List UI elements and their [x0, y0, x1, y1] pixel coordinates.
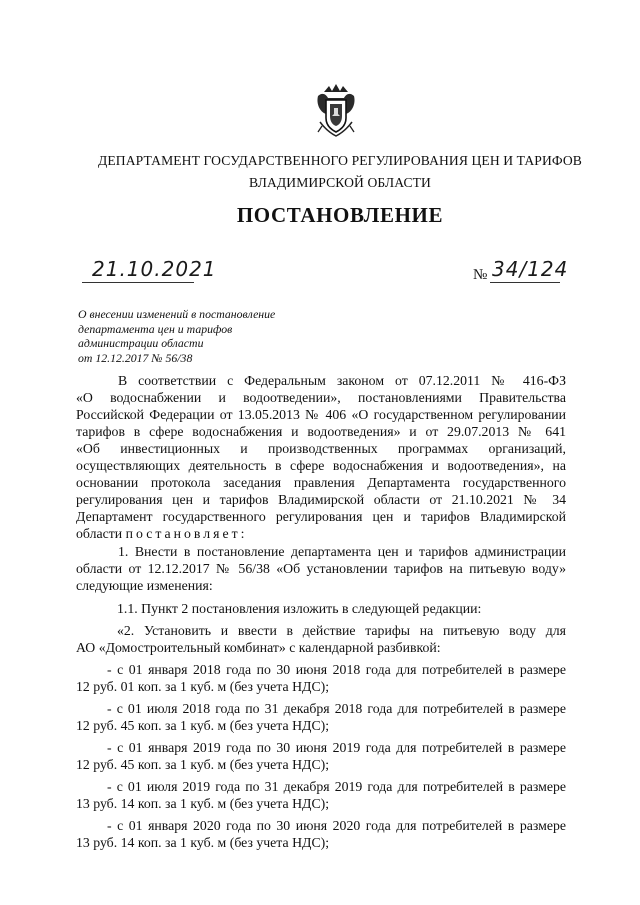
coat-of-arms-icon [312, 82, 360, 138]
tariff-period: - с 01 января 2020 года по 30 июня 2020 года для потребителей в размере [107, 818, 566, 833]
tariff-period-value: 12 руб. 45 коп. за 1 куб. м (без учета НДС); [76, 718, 330, 733]
resolution-keyword: постановляет: [125, 526, 248, 541]
tariff-period: - с 01 июля 2019 года по 31 декабря 2019 года для потребителей в размере [107, 779, 566, 794]
preamble-body: «О водоснабжении и водоотведении», постановлениями Правительства Российской Федерации от 13.05.2013 № 406 «О государственном регулировании тарифов в сфере водоснабжения и водоотведения» и от 29.07.2013 № 641 «Об инвестиционных и производственных программах организаций, осуществляющих деятельность в сфере водоснабжения и водоотведения», на основании протокола заседания правления Департамента государственного регулирования цен и тарифов Владимирской области от 21.10.2021 № 34 Департамент государственного регулирования цен и тарифов Владимирской области постановляет: [76, 390, 566, 541]
department-name-line2: ВЛАДИМИРСКОЙ ОБЛАСТИ [249, 175, 431, 190]
subject-line: О внесении изменений в постановление [78, 307, 276, 321]
document-number: 34/124 [492, 257, 569, 281]
tariff-period: - с 01 января 2019 года по 30 июня 2019 года для потребителей в размере [107, 740, 566, 755]
item-2-body: АО «Домостроительный комбинат» с календарной разбивкой: [76, 640, 441, 655]
number-underline [490, 282, 560, 283]
tariff-period-value: 13 руб. 14 коп. за 1 куб. м (без учета НДС); [76, 835, 330, 850]
item-1-body: области от 12.12.2017 № 56/38 «Об установлении тарифов на питьевую воду» следующие изменения: [76, 561, 566, 593]
number-label: № [473, 267, 488, 283]
tariff-period-value: 12 руб. 45 коп. за 1 куб. м (без учета НДС); [76, 757, 330, 772]
tariff-period-value: 13 руб. 14 коп. за 1 куб. м (без учета НДС); [76, 796, 330, 811]
item-1-1: 1.1. Пункт 2 постановления изложить в следующей редакции: [117, 601, 482, 616]
item-2: «2. Установить и ввести в действие тарифы на питьевую воду для [117, 623, 566, 638]
subject-line: от 12.12.2017 № 56/38 [78, 350, 193, 365]
subject-line: департамента цен и тарифов [78, 321, 233, 336]
item-1: 1. Внести в постановление департамента цен и тарифов администрации [118, 544, 566, 559]
tariff-period: - с 01 января 2018 года по 30 июня 2018 года для потребителей в размере [107, 662, 566, 677]
department-name-line1: ДЕПАРТАМЕНТ ГОСУДАРСТВЕННОГО РЕГУЛИРОВАНИЯ ЦЕН И ТАРИФОВ [98, 153, 582, 168]
subject-line: администрации области [78, 336, 204, 351]
document-title: ПОСТАНОВЛЕНИЕ [236, 203, 444, 227]
tariff-period: - с 01 июля 2018 года по 31 декабря 2018 года для потребителей в размере [107, 701, 566, 716]
document-date: 21.10.2021 [92, 257, 217, 281]
preamble-line: В соответствии с Федеральным законом от 07.12.2011 № 416-ФЗ [118, 373, 566, 388]
document-subject [78, 307, 338, 365]
date-underline [82, 282, 194, 283]
tariff-period-value: 12 руб. 01 коп. за 1 куб. м (без учета НДС); [76, 679, 330, 694]
